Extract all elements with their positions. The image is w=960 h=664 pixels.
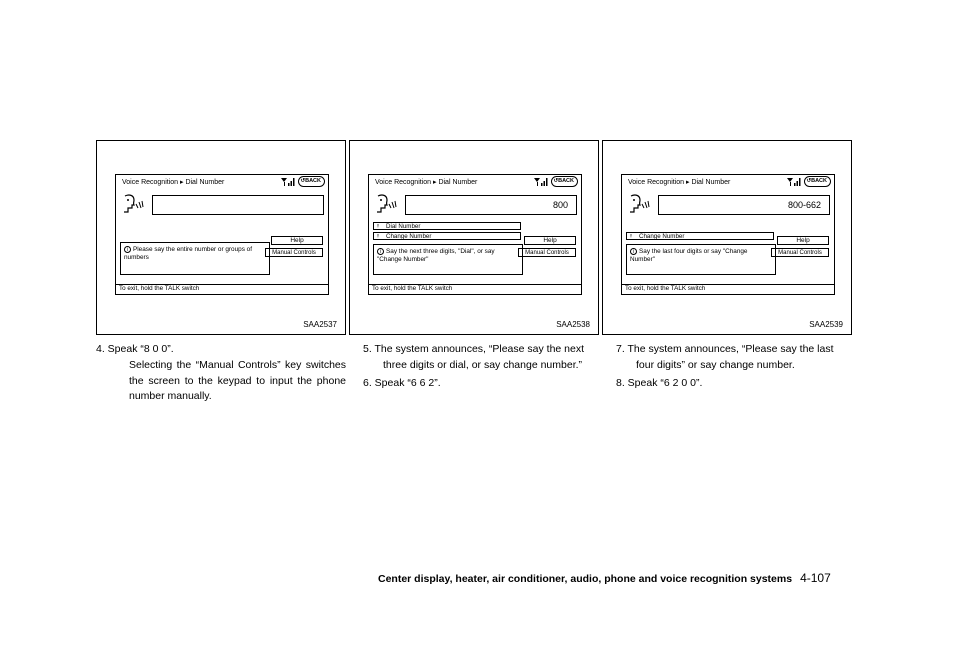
info-icon: i: [124, 246, 131, 253]
voice-command-icon: ᵞ: [377, 224, 379, 230]
prompt-box: i Say the last four digits or say "Change Number": [626, 244, 776, 275]
voice-recognition-icon: [120, 192, 144, 216]
figure-2: [349, 140, 599, 335]
menu-item-change-number[interactable]: ᵞ Change Number: [626, 232, 774, 240]
prompt-box: i Say the next three digits, "Dial", or say "Change Number": [373, 244, 523, 275]
voice-command-icon: ᵞ: [630, 234, 632, 240]
figure-code: SAA2537: [303, 320, 337, 329]
step-7: 7. The system announces, “Please say the last: [616, 343, 834, 355]
voice-recognition-icon: [626, 192, 650, 216]
screen-2: [368, 174, 582, 295]
help-button[interactable]: Help: [524, 236, 576, 245]
screen-3: [621, 174, 835, 295]
number-display: 800-662: [658, 195, 830, 215]
back-button[interactable]: ↺BACK: [298, 176, 326, 187]
menu-item-change-number[interactable]: ᵞ Change Number: [373, 232, 521, 240]
figure-3: [602, 140, 852, 335]
step-8: 8. Speak “6 2 0 0”.: [616, 377, 703, 389]
number-display: 800: [405, 195, 577, 215]
exit-hint: To exit, hold the TALK switch: [116, 284, 328, 294]
step-4: 4. Speak “8 0 0”.: [96, 343, 174, 355]
screen-1: [115, 174, 329, 295]
page-number: 4-107: [800, 571, 831, 585]
exit-hint: To exit, hold the TALK switch: [622, 284, 834, 294]
figure-1: [96, 140, 346, 335]
menu-item-dial-number[interactable]: ᵞ Dial Number: [373, 222, 521, 230]
step-4-body: Selecting the “Manual Controls” key switches the screen to the keypad to input the phone number manually.: [129, 359, 346, 402]
step-5: 5. The system announces, “Please say the next: [363, 343, 585, 355]
section-title: Center display, heater, air conditioner, audio, phone and voice recognition systems: [378, 573, 793, 585]
step-6: 6. Speak “6 6 2”.: [363, 377, 441, 389]
signal-icon: [534, 177, 548, 187]
voice-command-icon: ᵞ: [377, 234, 379, 240]
manual-controls-button[interactable]: Manual Controls: [518, 248, 576, 257]
signal-icon: [787, 177, 801, 187]
back-button[interactable]: ↺BACK: [804, 176, 832, 187]
help-button[interactable]: Help: [271, 236, 323, 245]
screen-title: Voice Recognition ▸ Dial Number: [122, 179, 225, 186]
info-icon: i: [377, 248, 384, 255]
prompt-box: i Please say the entire number or groups of numbers: [120, 242, 270, 275]
voice-recognition-icon: [373, 192, 397, 216]
help-button[interactable]: Help: [777, 236, 829, 245]
manual-controls-button[interactable]: Manual Controls: [265, 248, 323, 257]
step-5-cont: three digits or dial, or say change number.”: [383, 359, 583, 371]
screen-title: Voice Recognition ▸ Dial Number: [628, 179, 731, 186]
number-display: [152, 195, 324, 215]
figure-code: SAA2538: [556, 320, 590, 329]
page-footer: [378, 571, 831, 585]
figure-code: SAA2539: [809, 320, 843, 329]
exit-hint: To exit, hold the TALK switch: [369, 284, 581, 294]
screen-title: Voice Recognition ▸ Dial Number: [375, 179, 478, 186]
info-icon: i: [630, 248, 637, 255]
signal-icon: [281, 177, 295, 187]
manual-controls-button[interactable]: Manual Controls: [771, 248, 829, 257]
back-button[interactable]: ↺BACK: [551, 176, 579, 187]
step-7-cont: four digits” or say change number.: [636, 359, 795, 371]
